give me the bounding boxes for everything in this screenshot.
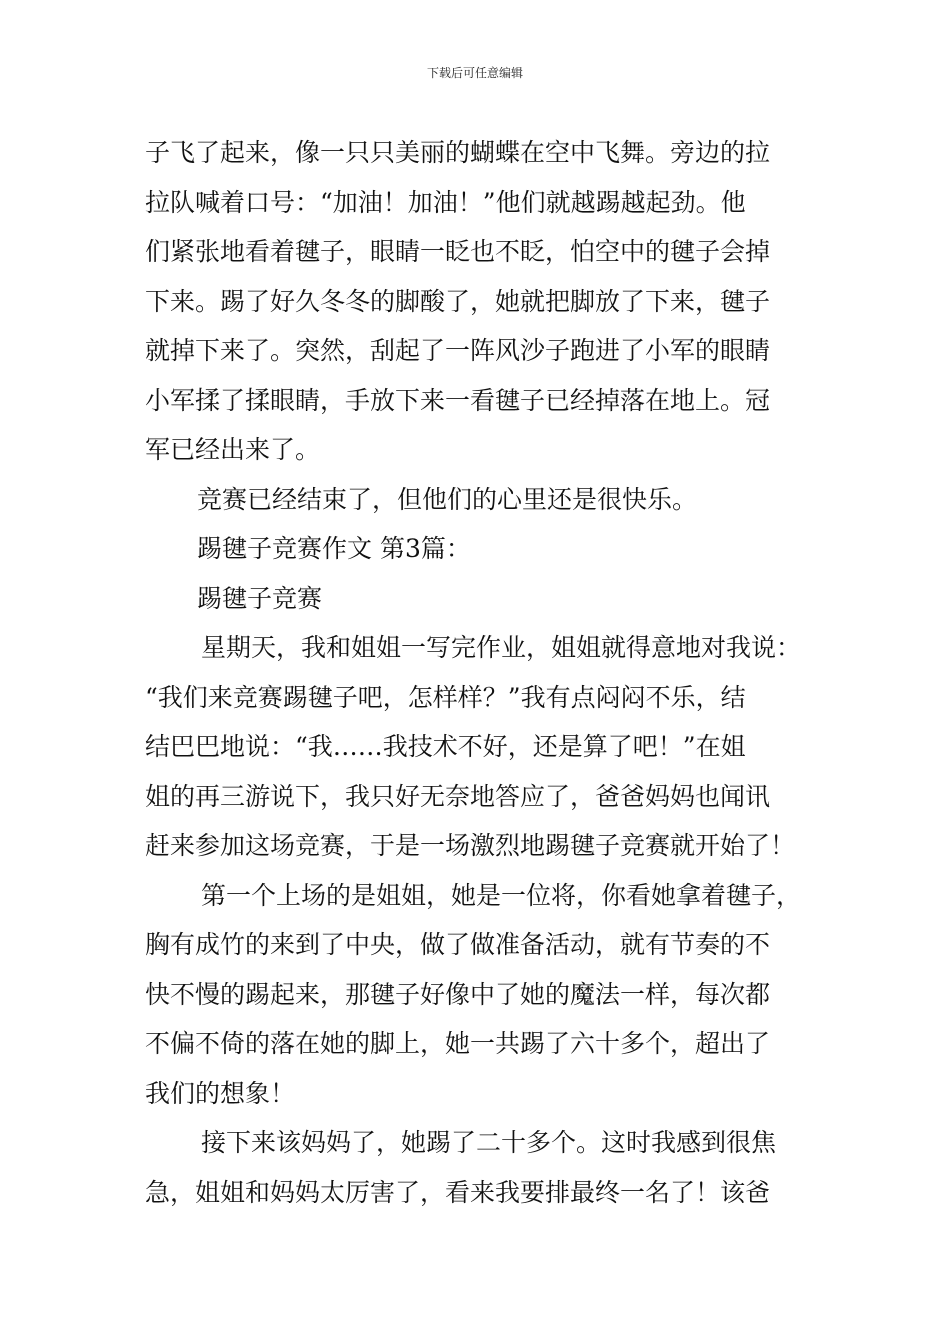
text-line: 们紧张地看着毽子，眼睛一眨也不眨，怕空中的毽子会掉 — [145, 237, 771, 266]
text-line: 下来。踢了好久冬冬的脚酸了，她就把脚放了下来，毽子 — [145, 286, 771, 316]
essay-title: 踢毽子竞赛 — [197, 583, 323, 613]
text-line: 拉队喊着口号：“加油！加油！”他们就越踢越起劲。他 — [145, 187, 746, 217]
paragraph-line: 竞赛已经结束了，但他们的心里还是很快乐。 — [197, 484, 698, 514]
paragraph-line: 星期天，我和姐姐一写完作业，姐姐就得意地对我说： — [201, 633, 802, 662]
page-header: 下载后可任意编辑 — [426, 66, 523, 80]
text-line: 胸有成竹的来到了中央，做了做准备活动，就有节奏的不 — [145, 930, 771, 959]
text-line: 军已经出来了。 — [145, 435, 321, 464]
section-heading: 踢毽子竞赛作文 第3篇： — [197, 534, 471, 563]
text-line: 我们的想象！ — [145, 1078, 296, 1108]
paragraph-line: 第一个上场的是姐姐，她是一位将，你看她拿着毽子， — [201, 880, 802, 910]
text-line: 小军揉了揉眼睛，手放下来一看毽子已经掉落在地上。冠 — [145, 385, 771, 415]
text-line: 姐的再三游说下，我只好无奈地答应了，爸爸妈妈也闻讯 — [145, 781, 771, 811]
paragraph-line: 接下来该妈妈了，她踢了二十多个。这时我感到很焦 — [201, 1128, 777, 1157]
text-line: 结巴巴地说：“我……我技术不好，还是算了吧！”在姐 — [145, 732, 746, 761]
text-line: 赶来参加这场竞赛，于是一场激烈地踢毽子竞赛就开始了！ — [145, 831, 796, 860]
text-line: “我们来竞赛踢毽子吧，怎样样？”我有点闷闷不乐，结 — [145, 682, 746, 712]
text-line: 子飞了起来，像一只只美丽的蝴蝶在空中飞舞。旁边的拉 — [145, 138, 771, 167]
text-line: 不偏不倚的落在她的脚上，她一共踢了六十多个，超出了 — [145, 1029, 771, 1058]
document-body — [145, 128, 835, 1217]
text-line: 急，姐姐和妈妈太厉害了，看来我要排最终一名了！该爸 — [145, 1177, 771, 1207]
text-line: 就掉下来了。突然，刮起了一阵风沙子跑进了小军的眼睛 — [145, 336, 771, 365]
text-line: 快不慢的踢起来，那毽子好像中了她的魔法一样，每次都 — [145, 979, 771, 1009]
